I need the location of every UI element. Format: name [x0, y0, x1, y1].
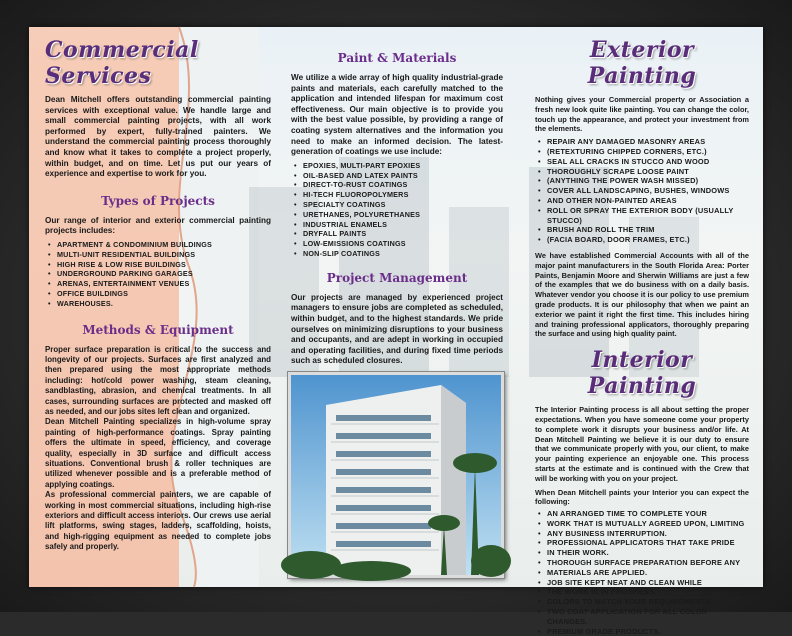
column-commercial	[45, 27, 271, 587]
interior-expectation-item: • TWO COAT APPLICATION FOR ALL COLOR CHANGES.	[535, 607, 749, 627]
coating-item: • NON-SLIP COATINGS	[291, 249, 503, 259]
exterior-step-item: • THOROUGHLY SCRAPE LOOSE PAINT	[535, 167, 749, 177]
exterior-step-item: • (ANYTHING THE POWER WASH MISSED)	[535, 176, 749, 186]
building-photo	[288, 372, 504, 578]
coating-item: • DRYFALL PAINTS	[291, 229, 503, 239]
interior-expectation-item: • COLORS TO MATCH YOUR REQUIREMENTS.	[535, 597, 749, 607]
methods-paragraph-3: As professional commercial painters, we are capable of working in most commercial situations, including high-rise exteriors and difficult access interiors. Our crews use aerial lift platforms, swing stages, ladders, scaffolding, hoists, and high-rigging equipment as needed to complete jobs safely and properly.	[45, 490, 271, 552]
methods-paragraph-1: Proper surface preparation is critical to the success and longevity of our projects. Surfaces are first analyzed and then prepared using the most appropriate methods including: hot/cold power washing, steam cleaning, sandblasting, abrasion, and chemical treatments. In all cases, surrounding surfaces are protected and masked off as needed, and our jobs sites left clean and organized.	[45, 344, 271, 416]
coating-item: • OIL-BASED AND LATEX PAINTS	[291, 171, 503, 181]
interior-expectation-item: • PROFESSIONAL APPLICATORS THAT TAKE PRIDE	[535, 538, 749, 548]
exterior-intro: Nothing gives your Commercial property or Association a fresh new look quite like painting. You can change the color, touch up the appearance, and protect your investment from the elements.	[535, 95, 749, 134]
types-list	[45, 240, 271, 309]
project-type-item: • ARENAS, ENTERTAINMENT VENUES	[45, 279, 271, 289]
interior-list	[535, 509, 749, 636]
interior-paragraph-1: The Interior Painting process is all about setting the proper expectations. When you have someone come your property to complete work it disrupts your business and/or life. At Dean Mitchell Painting we believe it is our duty to ensure that we communicate properly with you, our client, to make your painting experience an enjoyable one. This process starts at the estimate and is continued with the Crew that will be working with you on your project.	[535, 405, 749, 483]
building-illustration	[291, 375, 501, 575]
interior-painting-title: Interior Painting	[587, 347, 697, 400]
commercial-services-title: Commercial Services	[45, 37, 199, 89]
project-type-item: • HIGH RISE & LOW RISE BUILDINGS	[45, 260, 271, 270]
exterior-step-item: • BRUSH AND ROLL THE TRIM	[535, 225, 749, 235]
interior-expectation-item: • THOROUGH SURFACE PREPARATION BEFORE ANY	[535, 558, 749, 568]
paint-materials-title: Paint & Materials	[337, 51, 457, 65]
interior-expectation-item: • AN ARRANGED TIME TO COMPLETE YOUR	[535, 509, 749, 519]
exterior-step-item: • SEAL ALL CRACKS IN STUCCO AND WOOD	[535, 157, 749, 167]
brochure-sheet	[29, 27, 763, 636]
interior-expectation-item: • IN THEIR WORK.	[535, 548, 749, 558]
project-management-title: Project Management	[326, 270, 468, 285]
interior-expectation-item: • JOB SITE KEPT NEAT AND CLEAN WHILE	[535, 578, 749, 588]
exterior-list	[535, 137, 749, 245]
project-type-item: • APARTMENT & CONDOMINIUM BUILDINGS	[45, 240, 271, 250]
types-intro: Our range of interior and exterior commercial painting projects includes:	[45, 215, 271, 236]
coating-item: • DIRECT-TO-RUST COATINGS	[291, 180, 503, 190]
exterior-body: We have established Commercial Accounts with all of the major paint manufacturers in the South Florida Area: Porter Paints, Benjamin Moore and Sherwin Williams are just a few of the examples that we do business with on a daily basis. Whatever vendor you choose it is our policy to use premium grade products. It is our philosophy that when we paint an exterior we paint it right the first time. This includes hiring and training professional applicators, thoroughly preparing the surface and using high quality paint.	[535, 250, 749, 339]
project-type-item: • OFFICE BUILDINGS	[45, 289, 271, 299]
exterior-step-item: • ROLL OR SPRAY THE EXTERIOR BODY (USUALLY STUCCO)	[535, 206, 749, 226]
commercial-services-body: Dean Mitchell offers outstanding commercial painting services with exceptional value. We handle large and small commercial painting projects, with all work performed by expert, fully-trained painters. We understand the commercial painting process thoroughly and know what it takes to complete a project properly, within budget, and on time. Let us put our years of experience and expertise to work for you.	[45, 95, 271, 179]
exterior-painting-title: Exterior Painting	[587, 37, 697, 89]
column-exterior-interior	[535, 27, 749, 636]
project-type-item: • WAREHOUSES.	[45, 299, 271, 309]
coating-item: • URETHANES, POLYURETHANES	[291, 210, 503, 220]
interior-expectation-item: • ANY BUSINESS INTERRUPTION.	[535, 529, 749, 539]
coating-item: • INDUSTRIAL ENAMELS	[291, 220, 503, 230]
methods-paragraph-2: Dean Mitchell Painting specializes in high-volume spray painting of high-performance coatings. Spray painting offers the ultimate in speed, efficiency, and coverage quality, especially in 3D surface and difficult access situations. Conventional brush & roller techniques are utilized whenever possible and is a preferable method of applying coatings.	[45, 417, 271, 489]
interior-expectation-item: • THE WORK IS IN PROGRESS.	[535, 587, 749, 597]
types-of-projects-title: Types of Projects	[101, 193, 215, 208]
paint-materials-body: We utilize a wide array of high quality industrial-grade paints and materials, each carefully matched to the application and intended lifespan for maximum cost effectiveness. Our main objective is to provide you with the best value possible, by providing a range of coating system alternatives and the information you need to make an informed decision. The latest-generation of coatings we use include:	[291, 73, 503, 157]
exterior-step-item: • (FACIA BOARD, DOOR FRAMES, ETC.)	[535, 235, 749, 245]
coating-item: • SPECIALTY COATINGS	[291, 200, 503, 210]
interior-paragraph-2: When Dean Mitchell paints your Interior you can expect the following:	[535, 487, 749, 507]
project-management-body: Our projects are managed by experienced project managers to ensure jobs are completed as scheduled, within budget, and to the highest standards. We pride ourselves on minimizing disruptions to your business and occupants, and are adept in working in occupied and operating facilities, and during fixed time periods such as scheduled closures.	[291, 292, 503, 366]
exterior-step-item: • COVER ALL LANDSCAPING, BUSHES, WINDOWS	[535, 186, 749, 196]
methods-equipment-title: Methods & Equipment	[82, 322, 234, 337]
interior-expectation-item: • WORK THAT IS MUTUALLY AGREED UPON, LIMITING	[535, 519, 749, 529]
exterior-step-item: • (RETEXTURING CHIPPED CORNERS, ETC.)	[535, 147, 749, 157]
interior-expectation-item: • PREMIUM GRADE PRODUCTS.	[535, 627, 749, 636]
coating-item: • LOW-EMISSIONS COATINGS	[291, 239, 503, 249]
exterior-step-item: • AND OTHER NON-PAINTED AREAS	[535, 196, 749, 206]
project-type-item: • UNDERGROUND PARKING GARAGES	[45, 269, 271, 279]
project-type-item: • MULTI-UNIT RESIDENTIAL BUILDINGS	[45, 250, 271, 260]
paint-list	[291, 161, 503, 259]
coating-item: • EPOXIES, MULTI-PART EPOXIES	[291, 161, 503, 171]
coating-item: • HI-TECH FLUOROPOLYMERS	[291, 190, 503, 200]
interior-expectation-item: • MATERIALS ARE APPLIED.	[535, 568, 749, 578]
exterior-step-item: • REPAIR ANY DAMAGED MASONRY AREAS	[535, 137, 749, 147]
